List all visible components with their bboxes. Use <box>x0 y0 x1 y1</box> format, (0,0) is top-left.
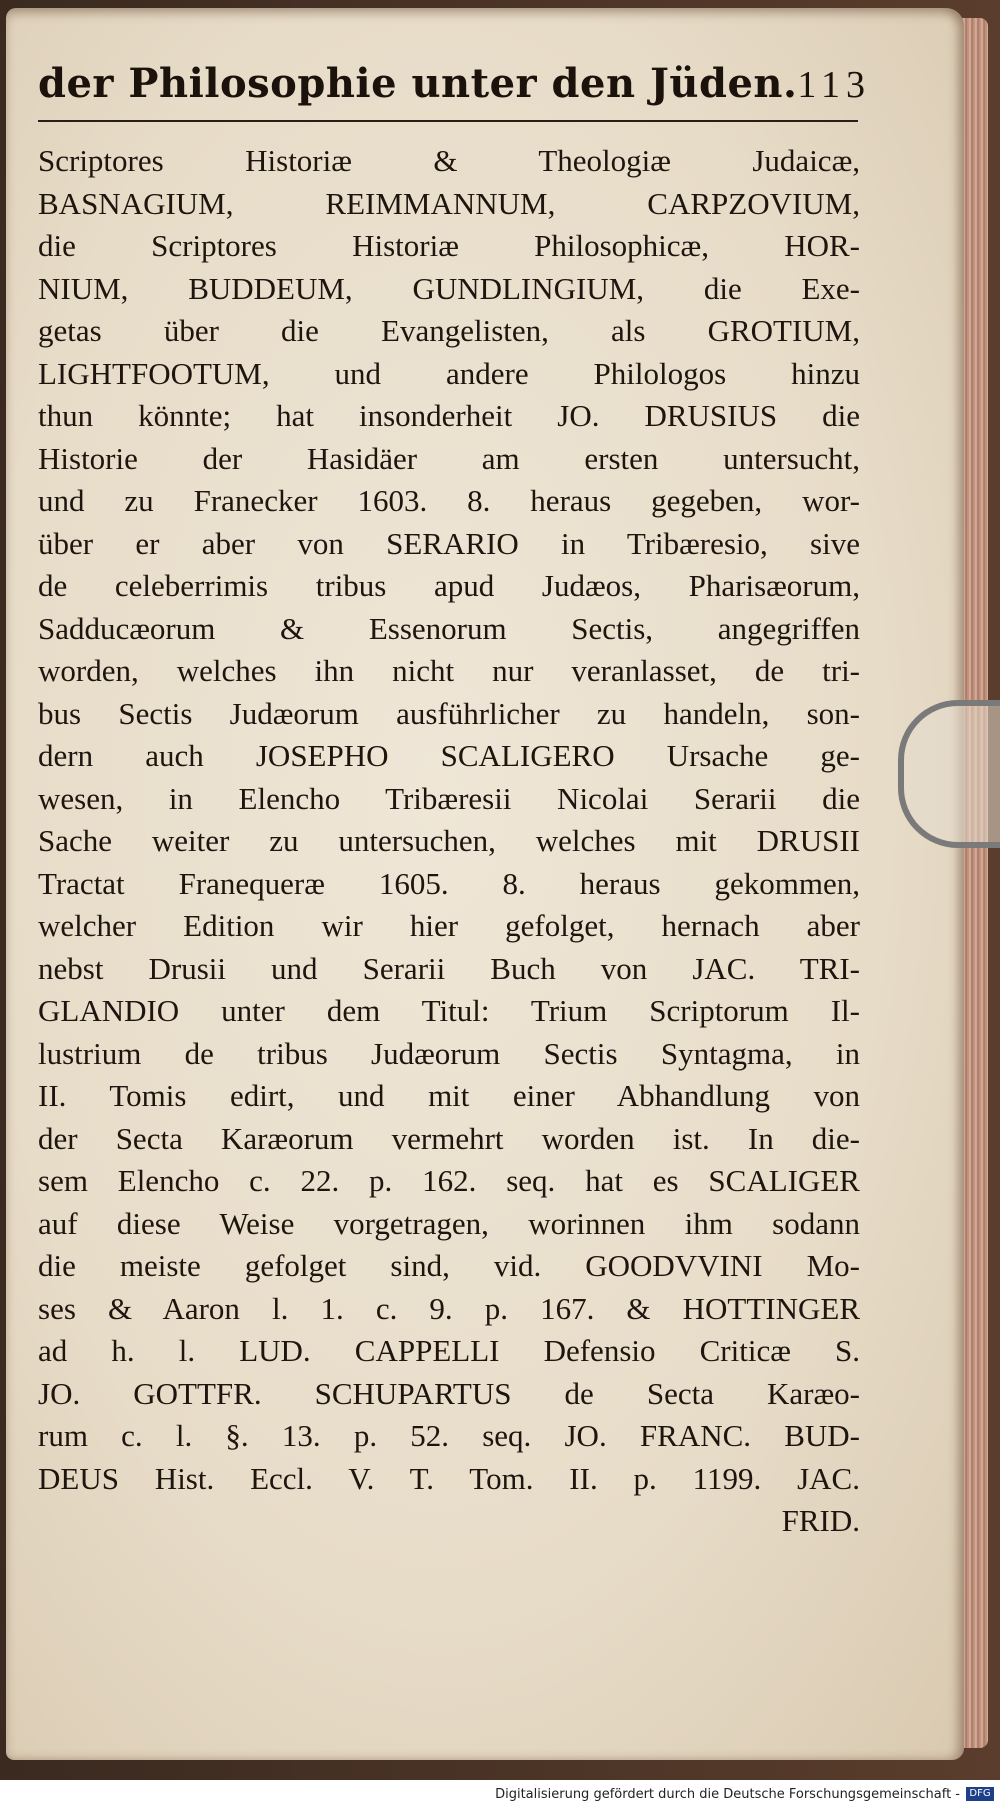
text-line: die meiste gefolget sind, vid. GOODVVINI Mo- <box>38 1248 860 1283</box>
text-line: II. Tomis edirt, und mit einer Abhandlung von <box>38 1078 860 1113</box>
text-line: lustrium de tribus Judæorum Sectis Syntagma, in <box>38 1035 860 1071</box>
text-line: ad h. l. LUD. CAPPELLI Defensio Criticæ S. <box>38 1333 860 1368</box>
footer-bar <box>0 1780 1000 1808</box>
text-line: nebst Drusii und Serarii Buch von JAC. TRI- <box>38 950 860 986</box>
page-edge <box>962 18 988 1748</box>
text-line: rum c. l. §. 13. p. 52. seq. JO. FRANC. BUD- <box>38 1418 860 1453</box>
text-line: LIGHTFOOTUM, und andere Philologos hinzu <box>38 355 860 391</box>
text-line: bus Sectis Judæorum ausführlicher zu handeln, son- <box>38 695 860 731</box>
catchword: FRID. <box>781 1503 860 1538</box>
text-line: welcher Edition wir hier gefolget, hernach aber <box>38 908 860 943</box>
body-text <box>38 140 860 1543</box>
text-line: dern auch JOSEPHO SCALIGERO Ursache ge- <box>38 738 860 773</box>
text-line: auf diese Weise vorgetragen, worinnen ihm sodann <box>38 1205 860 1241</box>
page-header <box>38 60 872 122</box>
page-number: 113 <box>797 64 872 106</box>
text-line: Sache weiter zu untersuchen, welches mit DRUSII <box>38 823 860 858</box>
text-line: BASNAGIUM, REIMMANNUM, CARPZOVIUM, <box>38 185 860 221</box>
text-line: Historie der Hasidäer am ersten untersucht, <box>38 440 860 476</box>
text-line: JO. GOTTFR. SCHUPARTUS de Secta Karæo- <box>38 1375 860 1411</box>
text-line: wesen, in Elencho Tribæresii Nicolai Serarii die <box>38 780 860 816</box>
text-line: die Scriptores Historiæ Philosophicæ, HOR- <box>38 228 860 263</box>
text-line: GLANDIO unter dem Titul: Trium Scriptorum Il- <box>38 993 860 1028</box>
text-line: Sadducæorum & Essenorum Sectis, angegriffen <box>38 610 860 646</box>
dfg-logo-icon: DFG <box>966 1787 994 1801</box>
text-line: de celeberrimis tribus apud Judæos, Pharisæorum, <box>38 568 860 603</box>
text-line: und zu Franecker 1603. 8. heraus gegeben, wor- <box>38 483 860 518</box>
text-line: Tractat Franequeræ 1605. 8. heraus gekommen, <box>38 865 860 901</box>
text-line: getas über die Evangelisten, als GROTIUM, <box>38 313 860 348</box>
text-line: ses & Aaron l. 1. c. 9. p. 167. & HOTTINGER <box>38 1290 860 1326</box>
text-line: sem Elencho c. 22. p. 162. seq. hat es SCALIGER <box>38 1163 860 1198</box>
footer-credit: Digitalisierung gefördert durch die Deutsche Forschungsgemeinschaft - <box>495 1786 960 1802</box>
text-line: über er aber von SERARIO in Tribæresio, sive <box>38 525 860 561</box>
page-clip-icon <box>898 700 1000 848</box>
text-line: NIUM, BUDDEUM, GUNDLINGIUM, die Exe- <box>38 270 860 306</box>
text-line: Scriptores Historiæ & Theologiæ Judaicæ, <box>38 143 860 178</box>
text-line: thun könnte; hat insonderheit JO. DRUSIUS die <box>38 398 860 433</box>
text-line: worden, welches ihn nicht nur veranlasset, de tri- <box>38 653 860 688</box>
text-line: DEUS Hist. Eccl. V. T. Tom. II. p. 1199. JAC. <box>38 1460 860 1496</box>
running-head: der Philosophie unter den Jüden. <box>38 60 798 107</box>
text-line: der Secta Karæorum vermehrt worden ist. In die- <box>38 1120 860 1156</box>
